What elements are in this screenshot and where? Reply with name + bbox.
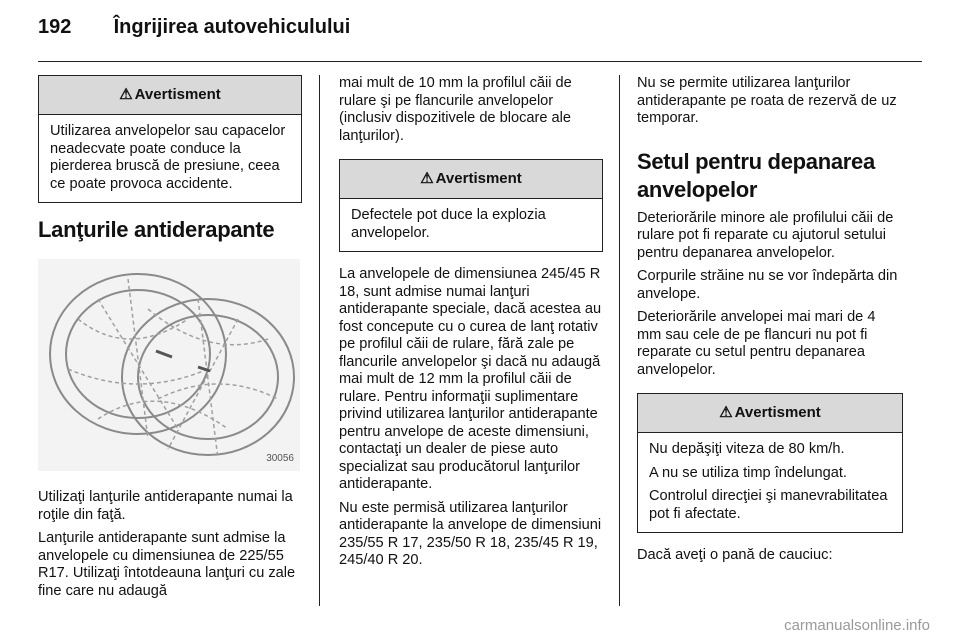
warning-icon: ⚠ [420, 170, 434, 187]
paragraph: La anvelopele de dimensiunea 245/45 R 18, sunt admise numai lanţuri antiderapante speciale, dacă acestea au fost concepute cu o curea de lanţ rotativ pe profilul căii de rulare, fără zale pe flancurile anvelopelor şi dacă nu adaugă mai mult de 12 mm la profilul căii de rulare. Pentru informaţii suplimentare privind utilizarea lanţurilor antiderapante pentru anvelope de aceste dimensiuni, contactaţi un dealer de piese auto specializat sau producătorul lanţurilor antiderapante. [339, 266, 602, 492]
warning-text: A nu se utiliza timp îndelungat. [649, 464, 847, 481]
section-heading: Setul pentru depanarea anvelopelor [637, 148, 875, 202]
paragraph: Dacă aveţi o pană de cauciuc: [637, 547, 833, 563]
paragraph: Deteriorările minore ale profilului căii de rulare pot fi reparate cu ajutorul setului pentru depanarea anvelopelor. [637, 209, 894, 261]
watermark: carmanualsonline.info [784, 617, 930, 634]
warning-title: ⚠ Avertisment [340, 160, 602, 199]
paragraph: Utilizaţi lanţurile antiderapante numai la roţile din faţă. [38, 489, 293, 523]
warning-box [38, 75, 302, 203]
figure-number: 30056 [266, 452, 294, 464]
paragraph: Nu se permite utilizarea lanţurilor antiderapante pe roata de rezervă de uz temporar. [637, 75, 897, 126]
warning-text: Defectele pot duce la explozia anvelopelor. [351, 207, 546, 241]
snow-chains-icon [38, 259, 300, 471]
header-rule [38, 61, 922, 62]
page-header [38, 16, 350, 39]
column-divider [619, 75, 620, 606]
paragraph: mai mult de 10 mm la profilul căii de rulare şi pe flancurile anvelopelor (inclusiv dispozitivele de blocare ale lanţurilor). [339, 75, 572, 144]
paragraph: Corpurile străine nu se vor îndepărta din anvelope. [637, 268, 898, 302]
warning-box [339, 159, 603, 252]
warning-text: Utilizarea anvelopelor sau capacelor neadecvate poate conduce la pierderea bruscă de presiune, ceea ce poate provoca accidente. [50, 123, 286, 192]
snow-chain-illustration [38, 259, 300, 471]
warning-text: Controlul direcţiei şi manevrabilitatea pot fi afectate. [649, 488, 888, 522]
section-heading: Lanţurile antiderapante [38, 217, 275, 242]
warning-icon: ⚠ [719, 404, 733, 421]
column-1 [38, 75, 302, 606]
column-divider [319, 75, 320, 606]
column-2 [339, 75, 603, 576]
page-title: Îngrijirea autovehiculului [113, 16, 351, 38]
page-number: 192 [38, 16, 72, 38]
paragraph: Nu este permisă utilizarea lanţurilor antiderapante la anvelope de dimensiuni 235/55 R 17, 235/50 R 18, 235/45 R 19, 245/40 R 20. [339, 499, 602, 568]
warning-text: Nu depăşiţi viteza de 80 km/h. [649, 441, 845, 457]
column-3 [637, 75, 903, 571]
warning-title: ⚠ Avertisment [638, 394, 902, 433]
paragraph: Deteriorările anvelopei mai mari de 4 mm sau cele de pe flancuri nu pot fi reparate cu setul pentru depanarea anvelopelor. [637, 309, 876, 378]
warning-title: ⚠ Avertisment [39, 76, 301, 115]
warning-box [637, 393, 903, 533]
paragraph: Lanţurile antiderapante sunt admise la anvelopele cu dimensiunea de 225/55 R17. Utilizaţi întotdeauna lanţuri cu zale fine care nu adaugă [38, 530, 296, 599]
warning-icon: ⚠ [119, 86, 133, 103]
